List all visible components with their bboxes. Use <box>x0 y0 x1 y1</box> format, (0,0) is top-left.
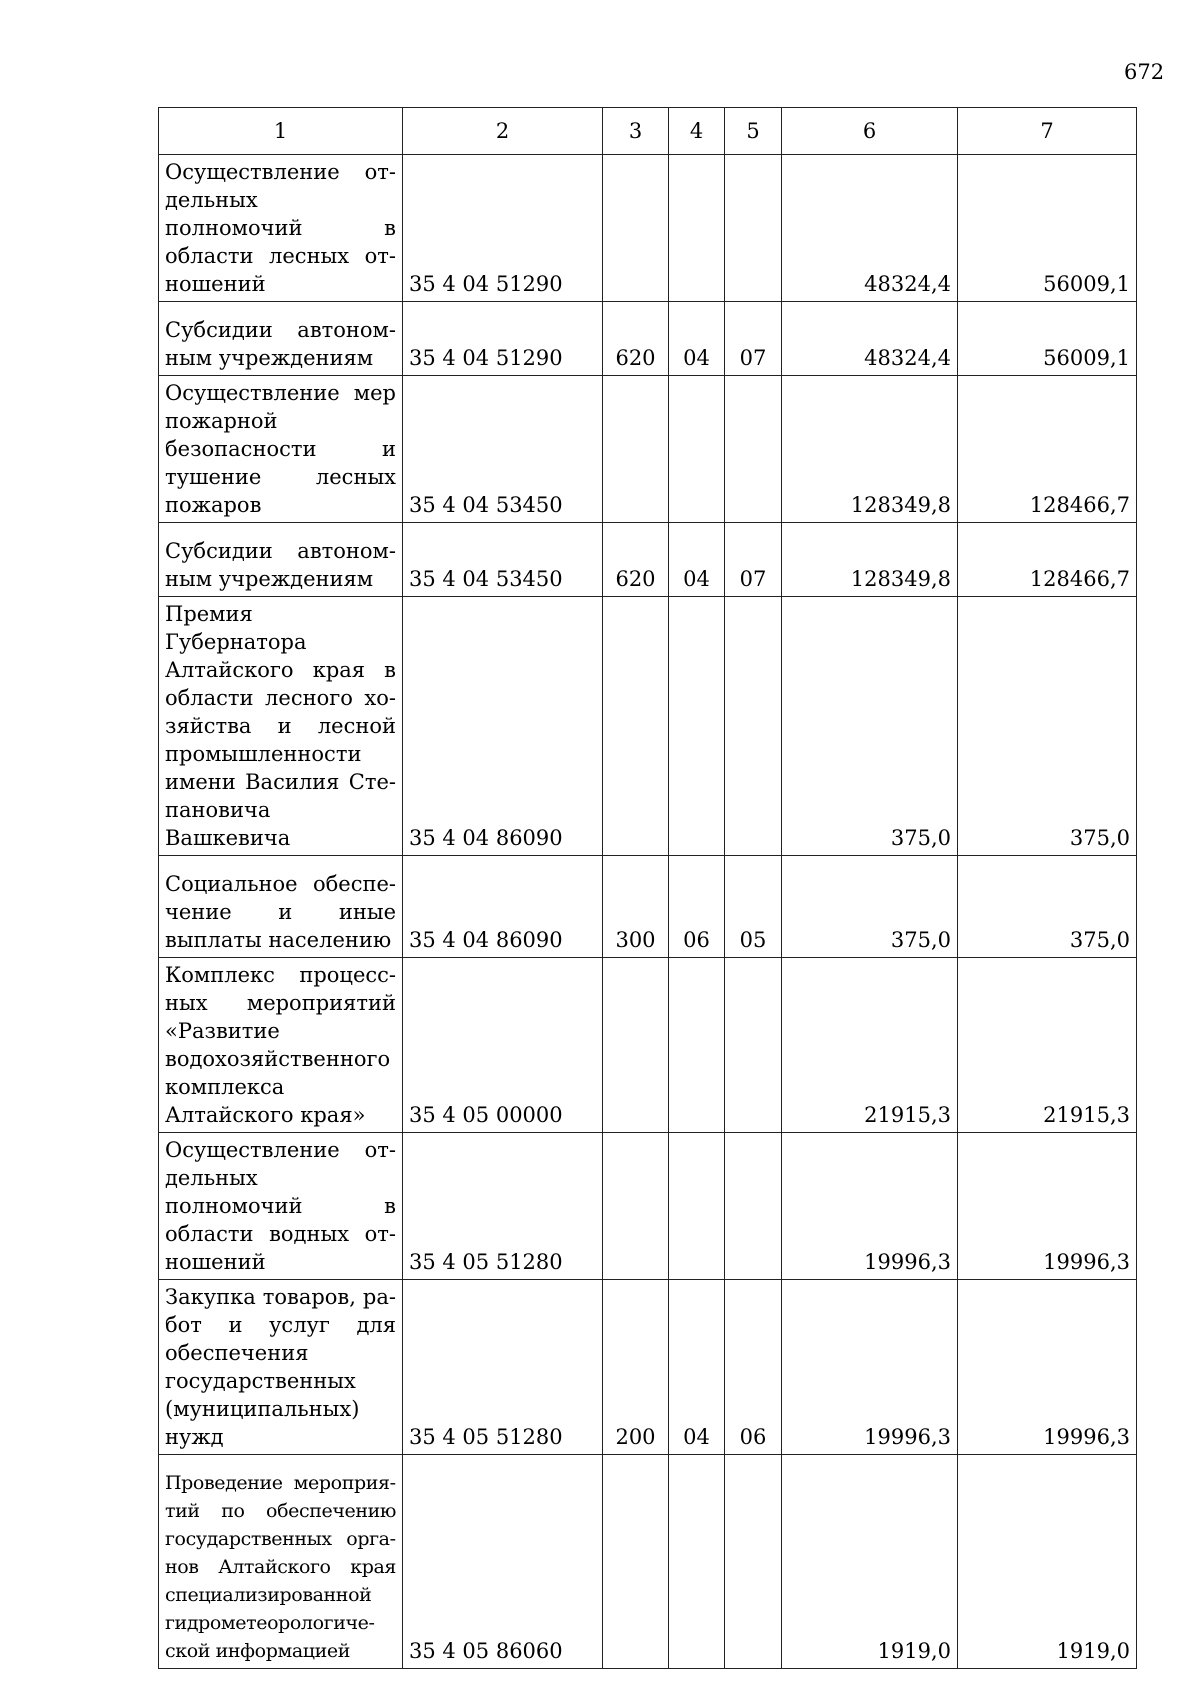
table-row <box>159 1280 1137 1455</box>
row-name: Осуществление мер пожарной безопасности и тушение лесных пожаров <box>159 376 403 523</box>
row-col5: 06 <box>725 1280 782 1455</box>
row-value-6: 375,0 <box>782 597 958 856</box>
row-col4 <box>669 1133 725 1280</box>
col-header-5: 5 <box>725 108 782 155</box>
row-value-7: 19996,3 <box>958 1133 1137 1280</box>
table-row <box>159 958 1137 1133</box>
row-value-7: 56009,1 <box>958 302 1137 376</box>
row-code: 35 4 05 51280 <box>403 1133 603 1280</box>
table-row <box>159 1133 1137 1280</box>
row-value-7: 21915,3 <box>958 958 1137 1133</box>
table-row <box>159 856 1137 958</box>
row-code: 35 4 05 86060 <box>403 1455 603 1669</box>
row-col5: 07 <box>725 302 782 376</box>
row-col4: 04 <box>669 1280 725 1455</box>
row-col4 <box>669 597 725 856</box>
row-value-6: 48324,4 <box>782 302 958 376</box>
row-col3 <box>603 1455 669 1669</box>
row-name: Проведение мероприятий по обеспечению государственных органов Алтайского края специализированной гидрометеорологической информацией <box>159 1455 403 1669</box>
page-number: 672 <box>1124 60 1165 84</box>
row-value-6: 375,0 <box>782 856 958 958</box>
row-col3 <box>603 376 669 523</box>
col-header-3: 3 <box>603 108 669 155</box>
row-code: 35 4 04 51290 <box>403 302 603 376</box>
row-code: 35 4 04 53450 <box>403 376 603 523</box>
row-col3: 620 <box>603 302 669 376</box>
row-name: Комплекс процессных мероприятий «Развитие водохозяйственного комплекса Алтайского края» <box>159 958 403 1133</box>
row-col4: 04 <box>669 523 725 597</box>
row-col5 <box>725 155 782 302</box>
table-row <box>159 302 1137 376</box>
col-header-1: 1 <box>159 108 403 155</box>
row-col3: 620 <box>603 523 669 597</box>
row-name: Премия Губернатора Алтайского края в области лесного хозяйства и лесной промышленности имени Василия Степановича Вашкевича <box>159 597 403 856</box>
row-col5 <box>725 376 782 523</box>
row-value-7: 375,0 <box>958 856 1137 958</box>
row-value-7: 128466,7 <box>958 523 1137 597</box>
row-value-7: 1919,0 <box>958 1455 1137 1669</box>
row-value-6: 19996,3 <box>782 1133 958 1280</box>
row-col3 <box>603 958 669 1133</box>
row-col3: 200 <box>603 1280 669 1455</box>
row-col5 <box>725 958 782 1133</box>
row-name: Субсидии автономным учреждениям <box>159 302 403 376</box>
row-value-6: 1919,0 <box>782 1455 958 1669</box>
row-value-6: 128349,8 <box>782 523 958 597</box>
col-header-2: 2 <box>403 108 603 155</box>
col-header-6: 6 <box>782 108 958 155</box>
budget-table <box>158 107 1137 1669</box>
row-name: Осуществление отдельных полномочий в области водных отношений <box>159 1133 403 1280</box>
row-col3 <box>603 1133 669 1280</box>
row-value-6: 19996,3 <box>782 1280 958 1455</box>
row-col5 <box>725 1455 782 1669</box>
row-value-6: 21915,3 <box>782 958 958 1133</box>
row-value-7: 128466,7 <box>958 376 1137 523</box>
row-code: 35 4 05 51280 <box>403 1280 603 1455</box>
row-value-7: 19996,3 <box>958 1280 1137 1455</box>
header-row <box>159 108 1137 155</box>
row-code: 35 4 04 53450 <box>403 523 603 597</box>
row-code: 35 4 05 00000 <box>403 958 603 1133</box>
row-code: 35 4 04 86090 <box>403 856 603 958</box>
table-row <box>159 523 1137 597</box>
row-code: 35 4 04 51290 <box>403 155 603 302</box>
row-col3 <box>603 597 669 856</box>
row-col3 <box>603 155 669 302</box>
row-name: Социальное обеспечение и иные выплаты населению <box>159 856 403 958</box>
row-value-7: 375,0 <box>958 597 1137 856</box>
row-col4 <box>669 155 725 302</box>
row-col3: 300 <box>603 856 669 958</box>
row-col5: 07 <box>725 523 782 597</box>
row-col4 <box>669 1455 725 1669</box>
row-value-7: 56009,1 <box>958 155 1137 302</box>
row-col4: 06 <box>669 856 725 958</box>
row-name: Субсидии автономным учреждениям <box>159 523 403 597</box>
row-col4: 04 <box>669 302 725 376</box>
table-row <box>159 376 1137 523</box>
row-name: Закупка товаров, работ и услуг для обеспечения государственных (муниципальных) нужд <box>159 1280 403 1455</box>
row-name: Осуществление отдельных полномочий в области лесных отношений <box>159 155 403 302</box>
row-col5 <box>725 597 782 856</box>
row-value-6: 128349,8 <box>782 376 958 523</box>
row-col4 <box>669 376 725 523</box>
row-col4 <box>669 958 725 1133</box>
table-row <box>159 597 1137 856</box>
col-header-7: 7 <box>958 108 1137 155</box>
table-row <box>159 1455 1137 1669</box>
row-col5 <box>725 1133 782 1280</box>
table-row <box>159 155 1137 302</box>
row-code: 35 4 04 86090 <box>403 597 603 856</box>
row-value-6: 48324,4 <box>782 155 958 302</box>
row-col5: 05 <box>725 856 782 958</box>
col-header-4: 4 <box>669 108 725 155</box>
